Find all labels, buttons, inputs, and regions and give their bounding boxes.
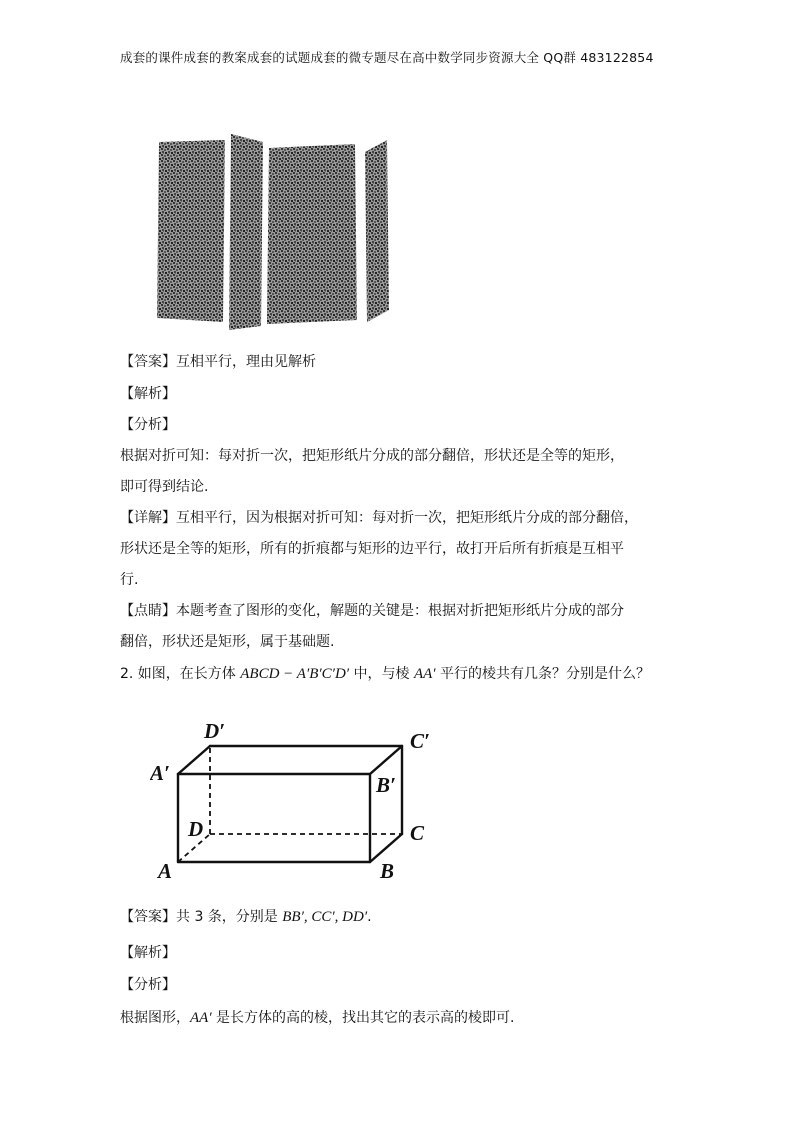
q1-detail-line-3: 行.	[120, 572, 139, 588]
q2-answer-math: BB′, CC′, DD′	[282, 909, 368, 925]
q2-question-math-1: ABCD − A′B′C′D′	[240, 666, 350, 682]
vertex-label-C1: C′	[410, 729, 430, 753]
q2-question	[120, 664, 650, 684]
q1-fenxi-tag: 【分析】	[120, 417, 176, 433]
q1-comment-line-2: 翻倍，形状还是矩形，属于基础题.	[120, 634, 335, 650]
folded-paper-figure	[155, 130, 395, 330]
comment-text-1: 本题考查了图形的变化，解题的关键是：根据对折把矩形纸片分成的部分	[176, 603, 624, 619]
q2-fenxi-prefix: 根据图形，	[120, 1010, 190, 1026]
q2-analysis-tag: 【解析】	[120, 945, 176, 961]
comment-tag: 【点睛】	[120, 603, 176, 619]
vertex-label-B1: B′	[376, 773, 396, 797]
q2-fenxi-suffix: 是长方体的高的棱，找出其它的表示高的棱即可.	[211, 1010, 515, 1026]
q2-fenxi-math: AA′	[190, 1010, 212, 1026]
paper-panel-2	[229, 134, 263, 330]
paper-panel-4	[365, 140, 389, 322]
q1-detail-line-1	[120, 508, 638, 528]
q2-question-suffix: 平行的棱共有几条？分别是什么？	[435, 666, 651, 682]
vertex-label-B: B	[380, 859, 395, 883]
q2-fenxi-tag: 【分析】	[120, 977, 176, 993]
answer-text: 互相平行，理由见解析	[176, 354, 316, 370]
q1-fenxi-line-1: 根据对折可知：每对折一次，把矩形纸片分成的部分翻倍，形状还是全等的矩形，	[120, 448, 624, 464]
vertex-label-D1: D′	[204, 719, 226, 743]
edge-B1-C1	[370, 746, 402, 774]
q1-answer	[120, 352, 316, 372]
q2-question-prefix: 2. 如图，在长方体	[120, 666, 241, 682]
q2-answer-tag: 【答案】	[120, 909, 176, 925]
edge-B-C	[370, 834, 402, 862]
page-header: 成套的课件成套的教案成套的试题成套的微专题尽在高中数学同步资源大全 QQ群 483122854	[120, 50, 654, 65]
q1-detail-line-2: 形状还是全等的矩形，所有的折痕都与矩形的边平行，故打开后所有折痕是互相平	[120, 541, 624, 557]
q1-comment-line-1	[120, 601, 624, 621]
q2-fenxi-line	[120, 1008, 515, 1028]
q2-question-math-2: AA′	[413, 666, 436, 682]
paper-panel-1	[157, 140, 225, 322]
paper-panel-3	[267, 144, 357, 324]
edge-A1-D1	[178, 746, 210, 774]
vertex-label-A1: A′	[150, 761, 170, 785]
cuboid-figure	[150, 718, 450, 888]
vertex-label-A: A	[158, 859, 173, 883]
q2-question-mid: 中，与棱	[349, 666, 414, 682]
q2-answer	[120, 907, 372, 927]
q1-analysis-tag: 【解析】	[120, 386, 176, 402]
answer-tag: 【答案】	[120, 354, 176, 370]
q2-answer-prefix: 共 3 条，分别是	[176, 909, 283, 925]
vertex-label-C: C	[410, 821, 425, 845]
q2-answer-suffix: .	[367, 909, 372, 925]
q1-fenxi-line-2: 即可得到结论.	[120, 479, 209, 495]
vertex-label-D: D	[188, 817, 204, 841]
detail-text-1: 互相平行，因为根据对折可知：每对折一次，把矩形纸片分成的部分翻倍，	[176, 510, 638, 526]
detail-tag: 【详解】	[120, 510, 176, 526]
